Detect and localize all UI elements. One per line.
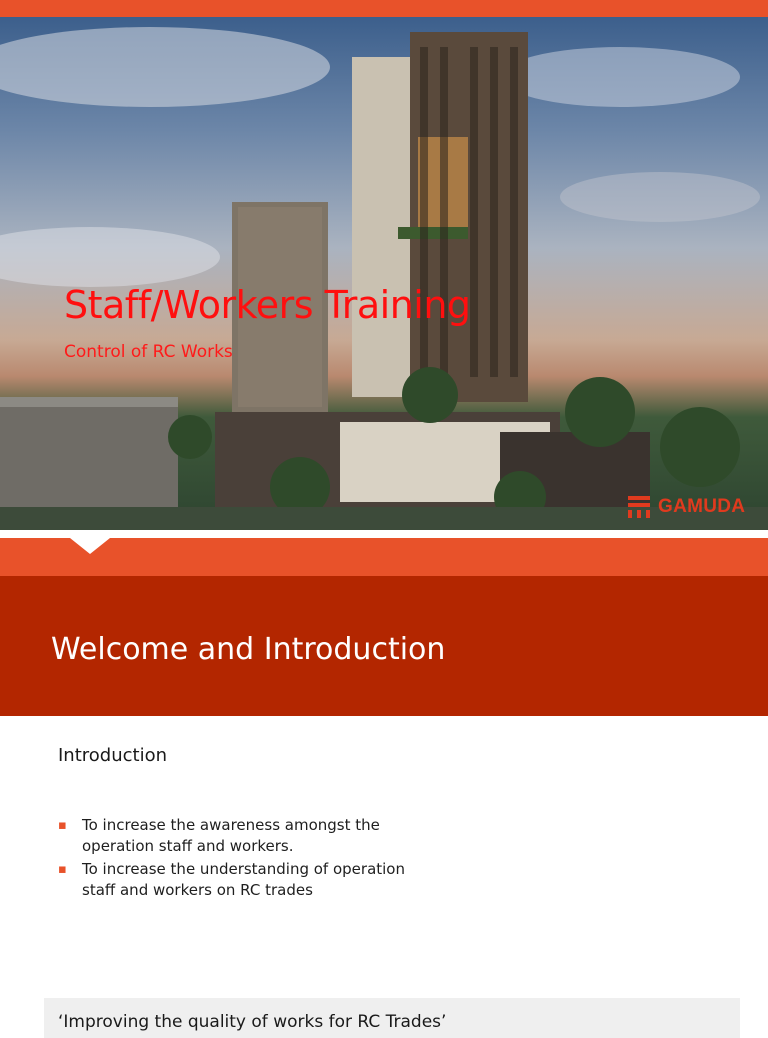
- list-item-text: To increase the awareness amongst the operation staff and workers.: [82, 816, 380, 855]
- pointer-notch: [70, 538, 110, 554]
- bullet-icon: ▪: [58, 818, 67, 833]
- cover-subtitle: Control of RC Works: [64, 342, 233, 362]
- logo-text: GAMUDA: [658, 496, 746, 517]
- gamuda-logo: [626, 494, 745, 520]
- gamuda-logo-mark-icon: [626, 494, 652, 520]
- list-item: [58, 859, 438, 901]
- top-accent-bar: [0, 0, 768, 17]
- section-band: [0, 538, 768, 576]
- intro-header-title: Welcome and Introduction: [51, 632, 446, 667]
- section-title: Introduction: [58, 745, 168, 766]
- list-item: [58, 815, 438, 857]
- quote-text: ‘Improving the quality of works for RC Trades’: [58, 1012, 447, 1032]
- cover-title: Staff/Workers Training: [64, 283, 471, 327]
- list-item-text: To increase the understanding of operation staff and workers on RC trades: [82, 860, 405, 899]
- bullet-icon: ▪: [58, 862, 67, 877]
- building-photo: [0, 17, 768, 530]
- objectives-list: [58, 815, 438, 903]
